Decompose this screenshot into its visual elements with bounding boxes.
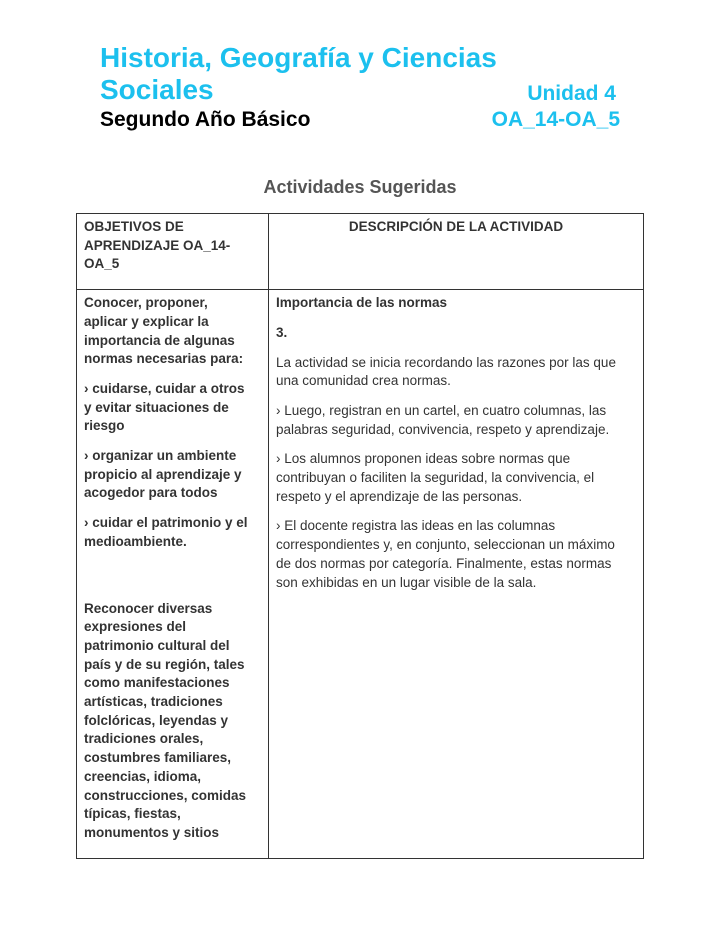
objective-intro: Conocer, proponer, aplicar y explicar la importancia de algunas normas necesarias para: [84, 295, 244, 367]
objective-item: › organizar un ambiente propicio al aprendizaje y acogedor para todos [84, 448, 242, 501]
table-row [77, 290, 644, 859]
activities-table [76, 213, 644, 859]
activity-paragraph: › El docente registra las ideas en las columnas correspondientes y, en conjunto, seleccionan un máximo de dos normas por categoría. Finalmente, estas normas son exhibidas en un lugar visible de la sala. [276, 518, 615, 590]
unit-label: Unidad 4 [527, 82, 616, 105]
description-header: DESCRIPCIÓN DE LA ACTIVIDAD [269, 214, 644, 290]
activity-heading: Importancia de las normas [276, 295, 448, 311]
activity-paragraph: La actividad se inicia recordando las razones por las que una comunidad crea normas. [276, 354, 616, 389]
objectives-header [77, 214, 269, 290]
objective-item: › cuidar el patrimonio y el medioambiente. [84, 515, 248, 549]
subject-title: Historia, Geografía y Ciencias Sociales [100, 42, 497, 105]
table-header-row [77, 214, 644, 290]
objectives-cell [77, 290, 269, 859]
oa-code: OA_14-OA_5 [491, 108, 620, 131]
activity-paragraph: › Los alumnos proponen ideas sobre normas que contribuyan o faciliten la seguridad, la convivencia, el respeto y el aprendizaje de las personas. [276, 451, 595, 504]
objectives-header-text: OBJETIVOS DE APRENDIZAJE OA_14- OA_5 [84, 219, 231, 272]
section-title: Actividades Sugeridas [263, 177, 457, 197]
objective-item: › cuidarse, cuidar a otros y evitar situaciones de riesgo [84, 380, 245, 434]
grade-label: Segundo Año Básico [100, 108, 311, 131]
objective-heritage: Reconocer diversas expresiones del patrimonio cultural del país y de su región, tales como manifestaciones artísticas, tradiciones folclóricas, leyendas y tradiciones orales, costumbres familiares, creencias, idioma, construcciones, comidas típicas, fiestas, monumentos y sitios [84, 600, 247, 840]
activity-number: 3. [276, 324, 288, 340]
activity-paragraph: › Luego, registran en un cartel, en cuatro columnas, las palabras seguridad, convivencia, respeto y aprendizaje. [276, 402, 610, 437]
description-cell [269, 290, 644, 859]
